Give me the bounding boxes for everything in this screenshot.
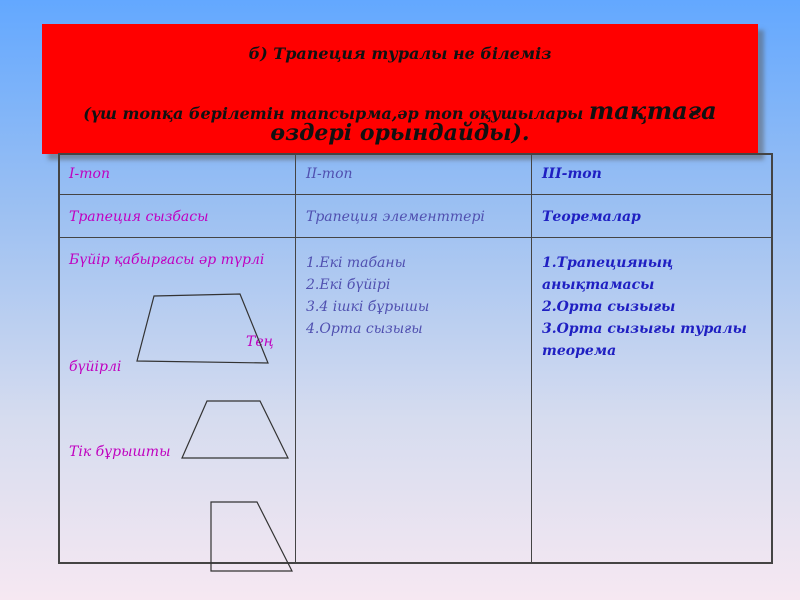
subheader-drawing: Трапеция сызбасы <box>69 209 209 225</box>
scalene-trapezoid-shape <box>137 294 268 363</box>
column-divider-2 <box>531 155 532 562</box>
theorems-item-1: 1.Трапецияның анықтамасы <box>542 255 674 293</box>
column-divider-1 <box>295 155 296 562</box>
right-trapezoid-shape <box>211 502 292 571</box>
title-line-2-prefix: (үш топқа берілетін тапсырма,әр топ оқушылары <box>83 104 589 123</box>
label-isosceles-a: Тең <box>246 334 274 350</box>
header-group-1: I-топ <box>69 166 110 182</box>
theorems-list <box>542 252 767 362</box>
subheader-theorems: Теоремалар <box>542 209 641 225</box>
theorems-item-3: 3.Орта сызығы туралы теорема <box>542 321 747 359</box>
isosceles-trapezoid-shape <box>182 401 288 458</box>
label-right-trapezoid: Тік бұрышты <box>69 444 171 460</box>
label-scalene-trapezoid: Бүйір қабырғасы әр түрлі <box>69 252 265 268</box>
subheader-elements: Трапеция элементтері <box>306 209 485 225</box>
trapezoid-drawings <box>60 155 295 566</box>
groups-table <box>58 153 773 564</box>
header-group-2: II-топ <box>306 166 353 182</box>
elements-item-1: 1.Екі табаны <box>306 255 407 271</box>
elements-item-3: 3.4 ішкі бұрышы <box>306 299 430 315</box>
label-isosceles-b: бүйірлі <box>69 359 122 375</box>
header-group-3: III-топ <box>542 166 602 182</box>
title-banner <box>42 24 758 154</box>
elements-item-4: 4.Орта сызығы <box>306 321 423 337</box>
title-line-2-emphasis: тақтаға <box>588 96 717 125</box>
title-line-3: өздері орындайды). <box>270 120 530 146</box>
theorems-item-2: 2.Орта сызығы <box>542 299 676 315</box>
elements-item-2: 2.Екі бүйірі <box>306 277 391 293</box>
title-line-1: б) Трапеция туралы не білеміз <box>248 44 552 63</box>
elements-list <box>306 252 429 340</box>
